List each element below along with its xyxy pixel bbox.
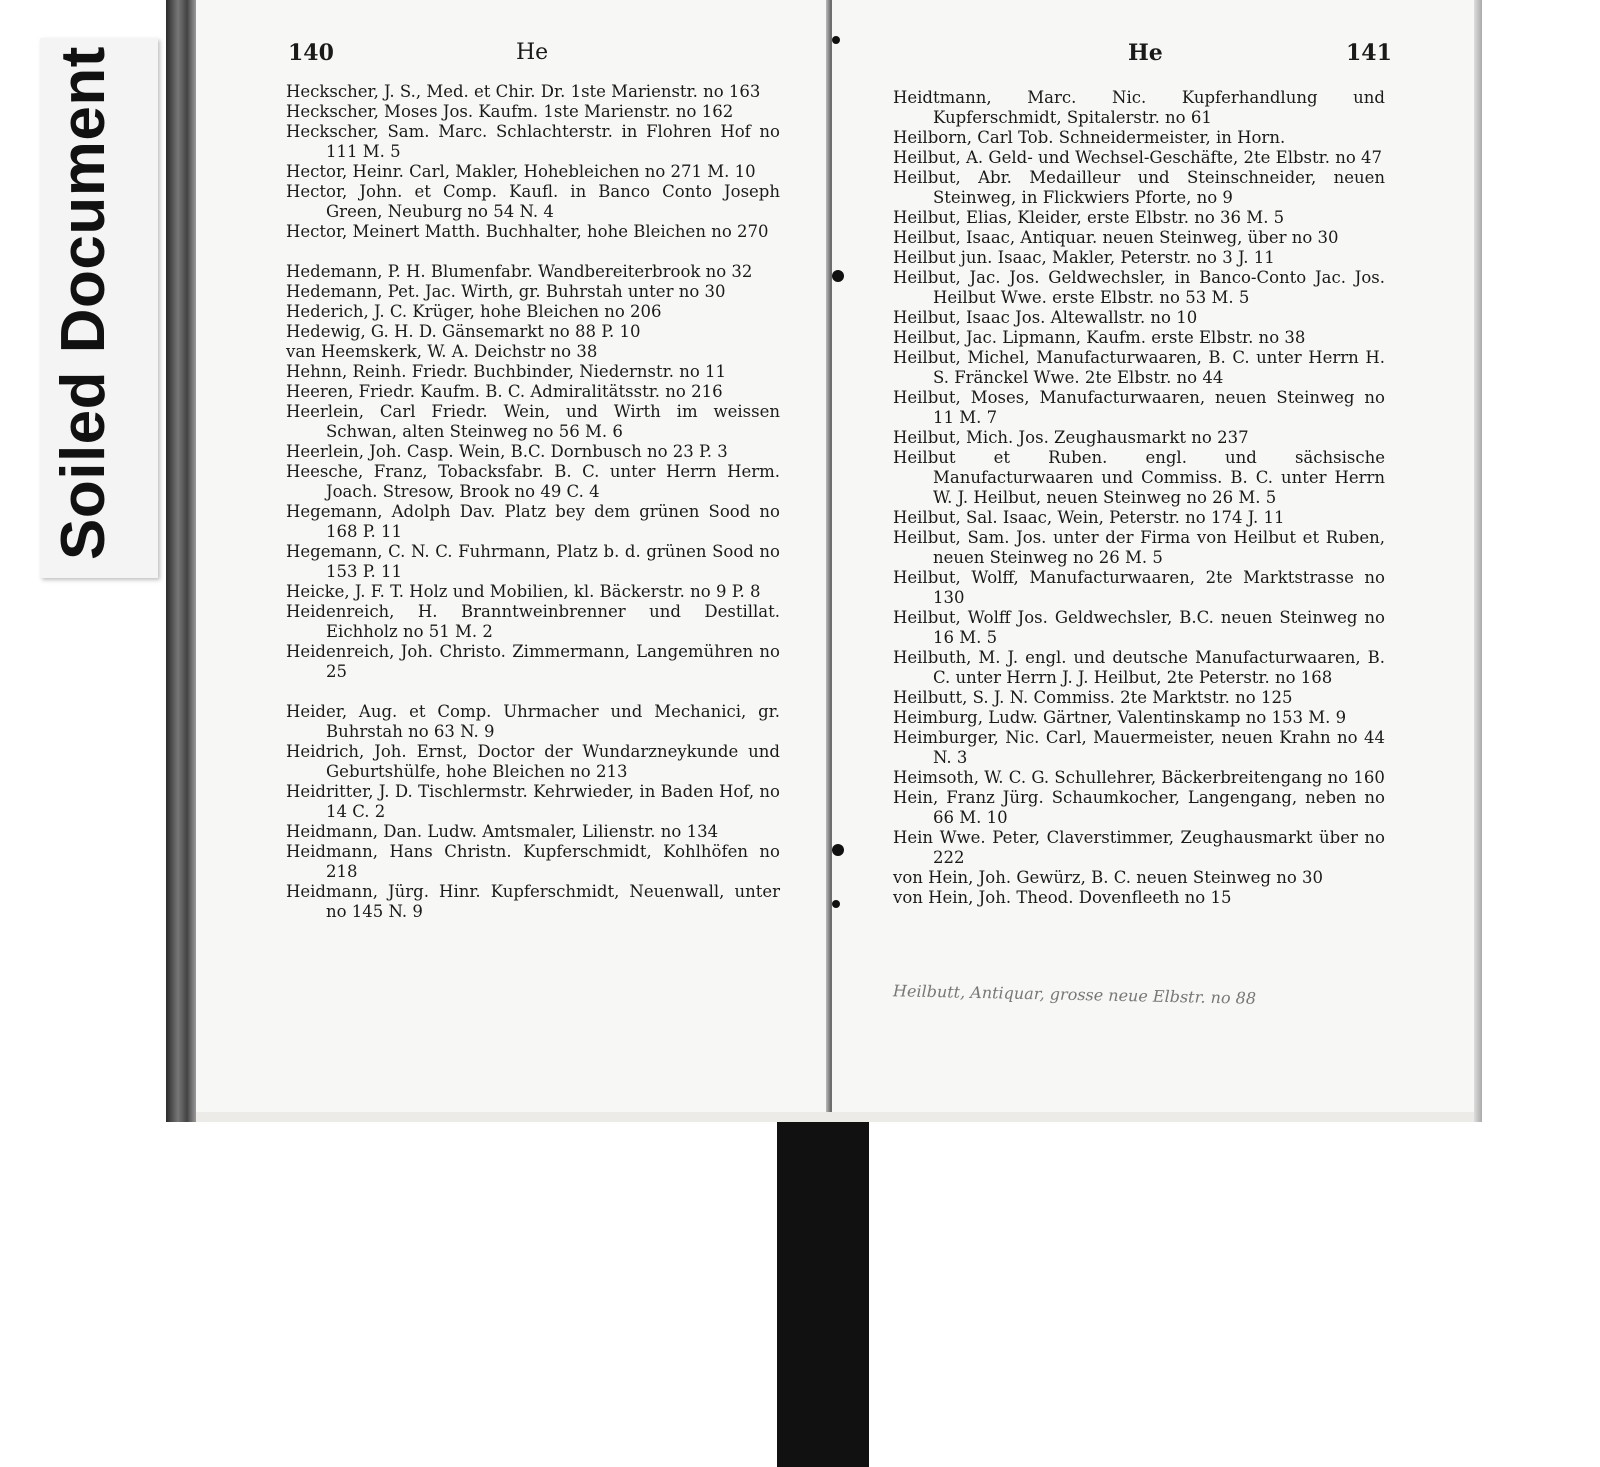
right-page-number: 141 [1346, 40, 1392, 66]
entry: Heilbut, Elias, Kleider, erste Elbstr. no 36 M. 5 [893, 208, 1285, 227]
left-page-number: 140 [288, 40, 334, 66]
entry: Hedemann, Pet. Jac. Wirth, gr. Buhrstah unter no 30 [286, 282, 726, 301]
soiled-document-label [40, 38, 158, 578]
entry: Heidenreich, Joh. Christo. Zimmermann, Langemühren no 25 [286, 642, 780, 681]
entry: Hegemann, C. N. C. Fuhrmann, Platz b. d. grünen Sood no 153 P. 11 [286, 542, 780, 581]
entry: Heidmann, Dan. Ludw. Amtsmaler, Lilienstr. no 134 [286, 822, 719, 841]
binding-dot-2 [832, 844, 844, 856]
entry: Hector, Heinr. Carl, Makler, Hohebleichen no 271 M. 10 [286, 162, 756, 181]
entry: Heicke, J. F. T. Holz und Mobilien, kl. Bäckerstr. no 9 P. 8 [286, 582, 761, 601]
label-text: Soiled Document [49, 46, 118, 560]
binding-dot-1 [832, 270, 844, 282]
entry: von Hein, Joh. Gewürz, B. C. neuen Steinweg no 30 [893, 868, 1323, 887]
entry: Heilbut, Sam. Jos. unter der Firma von Heilbut et Ruben, neuen Steinweg no 26 M. 5 [893, 528, 1385, 567]
entry: Heesche, Franz, Tobacksfabr. B. C. unter Herrn Herm. Joach. Stresow, Brook no 49 C. 4 [286, 462, 780, 501]
entry: Heilbut, Jac. Jos. Geldwechsler, in Banco-Conto Jac. Jos. Heilbut Wwe. erste Elbstr. no 53 M. 5 [893, 268, 1385, 307]
entry: Heerlein, Joh. Casp. Wein, B.C. Dornbusch no 23 P. 3 [286, 442, 728, 461]
entry: Hegemann, Adolph Dav. Platz bey dem grünen Sood no 168 P. 11 [286, 502, 780, 541]
entry: Heilbut, Mich. Jos. Zeughausmarkt no 237 [893, 428, 1249, 447]
entry: Hein Wwe. Peter, Claverstimmer, Zeughausmarkt über no 222 [893, 828, 1385, 867]
entry: Heeren, Friedr. Kaufm. B. C. Admiralitätsstr. no 216 [286, 382, 723, 401]
entry: Hedewig, G. H. D. Gänsemarkt no 88 P. 10 [286, 322, 641, 341]
entry: Heider, Aug. et Comp. Uhrmacher und Mechanici, gr. Buhrstah no 63 N. 9 [286, 702, 780, 741]
entry: Heilborn, Carl Tob. Schneidermeister, in Horn. [893, 128, 1286, 147]
entry: Heidmann, Hans Christn. Kupferschmidt, Kohlhöfen no 218 [286, 842, 780, 881]
handwritten-note: Heilbutt, Antiquar, grosse neue Elbstr. no 88 [892, 981, 1257, 1008]
book-spine-edge [166, 0, 196, 1122]
entry: Heilbut, Isaac, Antiquar. neuen Steinweg, über no 30 [893, 228, 1339, 247]
entry: Heilbut, Jac. Lipmann, Kaufm. erste Elbstr. no 38 [893, 328, 1306, 347]
entry: Hector, John. et Comp. Kaufl. in Banco Conto Joseph Green, Neuburg no 54 N. 4 [286, 182, 780, 221]
entry: Heilbut jun. Isaac, Makler, Peterstr. no 3 J. 11 [893, 248, 1275, 267]
entry: Hehnn, Reinh. Friedr. Buchbinder, Niedernstr. no 11 [286, 362, 726, 381]
binding-dot-top [832, 36, 840, 44]
entry: Heimburger, Nic. Carl, Mauermeister, neuen Krahn no 44 N. 3 [893, 728, 1385, 767]
entry: Heilbut, A. Geld- und Wechsel-Geschäfte, 2te Elbstr. no 47 [893, 148, 1383, 167]
right-running-head: He [1128, 40, 1163, 66]
right-page-edge [1474, 0, 1482, 1122]
entry: Heilbut, Sal. Isaac, Wein, Peterstr. no 174 J. 11 [893, 508, 1285, 527]
entry: Heckscher, Sam. Marc. Schlachterstr. in Flohren Hof no 111 M. 5 [286, 122, 780, 161]
entry: Hedemann, P. H. Blumenfabr. Wandbereiterbrook no 32 [286, 262, 753, 281]
entry: Hederich, J. C. Krüger, hohe Bleichen no 206 [286, 302, 662, 321]
entry: Heilbut, Abr. Medailleur und Steinschneider, neuen Steinweg, in Flickwiers Pforte, no 9 [893, 168, 1385, 207]
entry: Heckscher, Moses Jos. Kaufm. 1ste Marienstr. no 162 [286, 102, 734, 121]
entry: Heilbut, Moses, Manufacturwaaren, neuen Steinweg no 11 M. 7 [893, 388, 1385, 427]
entry: Heilbuth, M. J. engl. und deutsche Manufacturwaaren, B. C. unter Herrn J. J. Heilbut, 2te Peterstr. no 168 [893, 648, 1385, 687]
entry: Heidrich, Joh. Ernst, Doctor der Wundarzneykunde und Geburtshülfe, hohe Bleichen no 213 [286, 742, 780, 781]
entry: Heilbut, Wolff Jos. Geldwechsler, B.C. neuen Steinweg no 16 M. 5 [893, 608, 1385, 647]
entry: Heilbutt, S. J. N. Commiss. 2te Marktstr. no 125 [893, 688, 1293, 707]
entry: Heidenreich, H. Branntweinbrenner und Destillat. Eichholz no 51 M. 2 [286, 602, 780, 641]
left-running-head: He [516, 40, 549, 65]
entry: Hector, Meinert Matth. Buchhalter, hohe Bleichen no 270 [286, 222, 769, 241]
entry: Heilbut, Michel, Manufacturwaaren, B. C. unter Herrn H. S. Fränckel Wwe. 2te Elbstr. no 44 [893, 348, 1385, 387]
entry: Heilbut, Wolff, Manufacturwaaren, 2te Marktstrasse no 130 [893, 568, 1385, 607]
binding-dot-3 [832, 900, 840, 908]
black-ribbon-bookmark [777, 1122, 869, 1467]
entry: Heilbut, Isaac Jos. Altewallstr. no 10 [893, 308, 1198, 327]
left-entries [286, 82, 780, 922]
entry: Heckscher, J. S., Med. et Chir. Dr. 1ste Marienstr. no 163 [286, 82, 761, 101]
entry: Heimburg, Ludw. Gärtner, Valentinskamp no 153 M. 9 [893, 708, 1347, 727]
entry: Heidtmann, Marc. Nic. Kupferhandlung und Kupferschmidt, Spitalerstr. no 61 [893, 88, 1385, 127]
entry: von Hein, Joh. Theod. Dovenfleeth no 15 [893, 888, 1232, 907]
entry: van Heemskerk, W. A. Deichstr no 38 [286, 342, 598, 361]
entry: Hein, Franz Jürg. Schaumkocher, Langengang, neben no 66 M. 10 [893, 788, 1385, 827]
right-entries [893, 88, 1385, 908]
entry: Heilbut et Ruben. engl. und sächsische Manufacturwaaren und Commiss. B. C. unter Herrn W. J. Heilbut, neuen Steinweg no 26 M. 5 [893, 448, 1385, 507]
entry: Heerlein, Carl Friedr. Wein, und Wirth im weissen Schwan, alten Steinweg no 56 M. 6 [286, 402, 780, 441]
entry: Heidmann, Jürg. Hinr. Kupferschmidt, Neuenwall, unter no 145 N. 9 [286, 882, 780, 921]
entry: Heimsoth, W. C. G. Schullehrer, Bäckerbreitengang no 160 [893, 768, 1385, 787]
entry: Heidritter, J. D. Tischlermstr. Kehrwieder, in Baden Hof, no 14 C. 2 [286, 782, 780, 821]
